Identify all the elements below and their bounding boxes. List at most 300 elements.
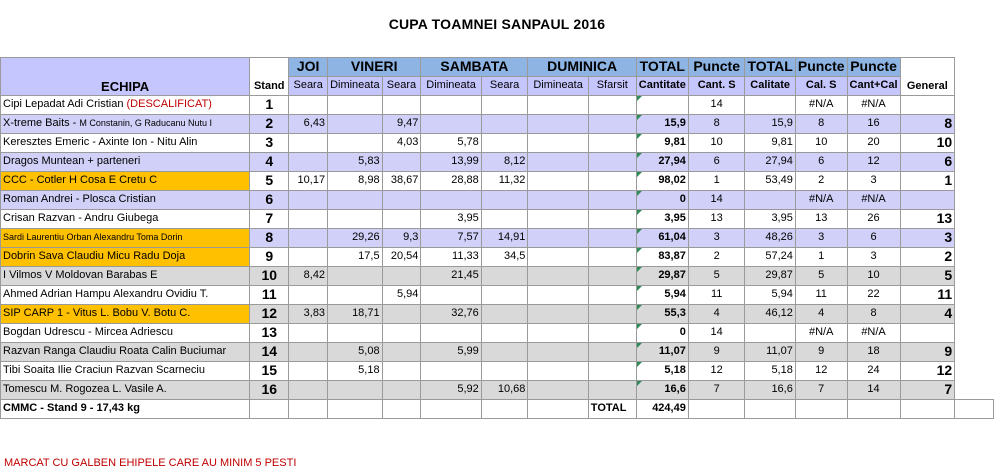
points-cell: 26 [847,209,900,228]
catch-cell [528,133,588,152]
catch-cell [289,380,328,399]
catch-cell [481,133,528,152]
catch-cell: 10,68 [481,380,528,399]
points-cell: 6 [688,152,745,171]
catch-cell: 3,95 [421,209,481,228]
catch-cell [382,380,421,399]
stand-number: 10 [250,266,289,285]
catch-cell: 20,54 [382,247,421,266]
points-cell: 20 [847,133,900,152]
general-rank: 12 [900,361,955,380]
catch-cell [528,190,588,209]
catch-cell [421,323,481,342]
quality-cell: 46,12 [745,304,795,323]
team-name: Bogdan Udrescu - Mircea Adriescu [3,326,173,338]
cmmc-note: CMMC - Stand 9 - 17,43 kg [1,399,250,418]
points-cell: 1 [795,247,847,266]
catch-cell: 14,91 [481,228,528,247]
team-name: Ahmed Adrian Hampu Alexandru Ovidiu T. [3,288,209,300]
points-cell: #N/A [847,95,900,114]
points-cell: 14 [688,323,745,342]
total-quantity-cell: 16,6 [636,380,688,399]
catch-cell [528,171,588,190]
catch-cell [289,209,328,228]
catch-cell [528,114,588,133]
team-name-cell [1,228,250,247]
catch-cell: 28,88 [421,171,481,190]
catch-cell: 34,5 [481,247,528,266]
catch-cell [588,209,636,228]
sub-header: Dimineata [528,76,588,95]
catch-cell [328,323,383,342]
summary-row [1,399,994,418]
general-rank: 2 [900,247,955,266]
catch-cell [382,361,421,380]
quality-cell: 16,6 [745,380,795,399]
catch-cell [588,228,636,247]
catch-cell: 8,12 [481,152,528,171]
catch-cell [382,190,421,209]
points-cell: 14 [688,95,745,114]
catch-cell [289,228,328,247]
stand-number: 11 [250,285,289,304]
total-quantity-cell: 9,81 [636,133,688,152]
points-cell: 8 [847,304,900,323]
general-rank: 7 [900,380,955,399]
sub-header: Cantitate [636,76,688,95]
team-name-cell [1,266,250,285]
team-row [1,190,994,209]
sub-header: Dimineata [421,76,481,95]
grand-total-label: TOTAL [588,399,636,418]
stand-number: 3 [250,133,289,152]
header-row-days [1,57,994,76]
team-name-cell [1,247,250,266]
stand-number: 9 [250,247,289,266]
points-cell: 7 [795,380,847,399]
general-rank: 5 [900,266,955,285]
catch-cell [528,285,588,304]
total-quantity-cell: 0 [636,190,688,209]
points-cell: 12 [688,361,745,380]
general-rank [900,190,955,209]
catch-cell: 9,3 [382,228,421,247]
catch-cell [528,323,588,342]
catch-cell [328,133,383,152]
stand-number: 7 [250,209,289,228]
points-cell: 18 [847,342,900,361]
catch-cell [382,209,421,228]
catch-cell [588,133,636,152]
grand-total-value: 424,49 [636,399,688,418]
catch-cell: 11,32 [481,171,528,190]
day-joi-header: JOI [289,57,328,76]
catch-cell: 29,26 [328,228,383,247]
quality-cell: 11,07 [745,342,795,361]
catch-cell [328,95,383,114]
catch-cell [588,190,636,209]
catch-cell: 5,08 [328,342,383,361]
catch-cell [528,152,588,171]
catch-cell [588,152,636,171]
points-cell: #N/A [795,323,847,342]
catch-cell [382,342,421,361]
team-name: Cipi Lepadat Adi Cristian [3,98,127,110]
total-quantity-cell: 98,02 [636,171,688,190]
total-quantity-cell: 83,87 [636,247,688,266]
catch-cell [588,114,636,133]
points-cell: 1 [688,171,745,190]
catch-cell [528,95,588,114]
quality-cell [745,323,795,342]
catch-cell [481,95,528,114]
points-cell: 5 [795,266,847,285]
puncte-header-1: Puncte [688,57,745,76]
catch-cell [289,133,328,152]
team-name: Razvan Ranga Claudiu Roata Calin Buciumar [3,345,227,357]
quality-cell: 57,24 [745,247,795,266]
catch-cell [481,323,528,342]
points-cell: 4 [795,304,847,323]
catch-cell [588,380,636,399]
total-quantity-cell: 11,07 [636,342,688,361]
day-vineri-header: VINERI [328,57,421,76]
sub-header: Seara [481,76,528,95]
catch-cell [382,95,421,114]
points-cell: 2 [795,171,847,190]
team-name-cell [1,152,250,171]
team-name: Tomescu M. Rogozea L. Vasile A. [3,383,167,395]
quality-cell: 48,26 [745,228,795,247]
team-row [1,95,994,114]
stand-number: 15 [250,361,289,380]
catch-cell [421,95,481,114]
catch-cell: 9,47 [382,114,421,133]
puncte-header-2: Puncte [795,57,847,76]
team-name-cell [1,133,250,152]
catch-cell [588,361,636,380]
team-row [1,228,994,247]
points-cell: 12 [795,361,847,380]
team-row [1,361,994,380]
points-cell: 13 [688,209,745,228]
general-rank [900,323,955,342]
team-name-extra: Sardi Laurentiu Orban Alexandru Toma Dorin [3,232,183,242]
catch-cell [588,285,636,304]
total-header-2: TOTAL [745,57,795,76]
team-name-cell [1,361,250,380]
points-cell: #N/A [847,190,900,209]
team-name: Roman Andrei - Plosca Cristian [3,193,156,205]
catch-cell [289,95,328,114]
general-rank [900,95,955,114]
team-name-cell [1,209,250,228]
catch-cell: 5,94 [382,285,421,304]
quality-cell: 27,94 [745,152,795,171]
team-name: I Vilmos V Moldovan Barabas E [3,269,158,281]
team-name-cell [1,285,250,304]
catch-cell: 21,45 [421,266,481,285]
general-rank: 9 [900,342,955,361]
general-rank: 10 [900,133,955,152]
team-row [1,171,994,190]
catch-cell [289,342,328,361]
catch-cell [528,266,588,285]
catch-cell [421,285,481,304]
team-name: X-treme Baits - [3,117,80,129]
catch-cell [382,304,421,323]
catch-cell: 7,57 [421,228,481,247]
stand-number: 6 [250,190,289,209]
catch-cell: 8,42 [289,266,328,285]
day-duminica-header: DUMINICA [528,57,636,76]
catch-cell [382,266,421,285]
points-cell: 3 [795,228,847,247]
catch-cell [588,323,636,342]
stand-number: 12 [250,304,289,323]
quality-cell: 5,18 [745,361,795,380]
sub-header: Seara [289,76,328,95]
total-quantity-cell: 29,87 [636,266,688,285]
team-row [1,304,994,323]
sub-header: Cant. S [688,76,745,95]
total-header: TOTAL [636,57,688,76]
catch-cell [289,247,328,266]
general-rank: 11 [900,285,955,304]
catch-cell [289,190,328,209]
catch-cell [528,247,588,266]
points-cell: #N/A [795,95,847,114]
points-cell: 9 [688,342,745,361]
quality-cell: 29,87 [745,266,795,285]
catch-cell [289,152,328,171]
catch-cell [328,285,383,304]
catch-cell: 13,99 [421,152,481,171]
catch-cell [528,342,588,361]
catch-cell [289,361,328,380]
general-rank: 4 [900,304,955,323]
catch-cell [328,114,383,133]
sub-header: Cant+Cal [847,76,900,95]
team-name: Keresztes Emeric - Axinte Ion - Nitu Alin [3,136,198,148]
stand-number: 8 [250,228,289,247]
quality-cell: 3,95 [745,209,795,228]
points-cell: 8 [795,114,847,133]
results-table [0,38,994,419]
team-name-cell [1,190,250,209]
total-quantity-cell: 5,94 [636,285,688,304]
catch-cell [528,228,588,247]
catch-cell [481,285,528,304]
col-general-header: General [900,57,955,95]
catch-cell: 11,33 [421,247,481,266]
catch-cell [289,323,328,342]
points-cell: 5 [688,266,745,285]
general-rank: 1 [900,171,955,190]
stand-number: 13 [250,323,289,342]
points-cell: 16 [847,114,900,133]
points-cell: 11 [688,285,745,304]
stand-number: 1 [250,95,289,114]
quality-cell [745,95,795,114]
stand-number: 2 [250,114,289,133]
quality-cell: 53,49 [745,171,795,190]
total-quantity-cell: 55,3 [636,304,688,323]
catch-cell [528,380,588,399]
quality-cell: 5,94 [745,285,795,304]
catch-cell [328,209,383,228]
stand-number: 14 [250,342,289,361]
catch-cell [481,266,528,285]
points-cell: 10 [795,133,847,152]
points-cell: 13 [795,209,847,228]
catch-cell [588,304,636,323]
catch-cell [289,285,328,304]
catch-cell [588,266,636,285]
catch-cell [481,190,528,209]
points-cell: 3 [847,171,900,190]
points-cell: #N/A [795,190,847,209]
catch-cell [588,247,636,266]
day-sambata-header: SAMBATA [421,57,528,76]
catch-cell [328,190,383,209]
catch-cell [481,209,528,228]
catch-cell: 5,18 [328,361,383,380]
stand-number: 4 [250,152,289,171]
points-cell: 9 [795,342,847,361]
points-cell: 10 [688,133,745,152]
points-cell: 22 [847,285,900,304]
team-row [1,323,994,342]
team-row [1,342,994,361]
sub-header: Calitate [745,76,795,95]
sub-header: Sfarsit [588,76,636,95]
catch-cell: 3,83 [289,304,328,323]
header-row-spacer [1,38,994,57]
team-name-cell [1,323,250,342]
team-name-extra: M Constanin, G Raducanu Nutu I [79,118,212,128]
team-row [1,114,994,133]
catch-cell: 5,99 [421,342,481,361]
sub-header: Cal. S [795,76,847,95]
sub-header: Dimineata [328,76,383,95]
footer-note: MARCAT CU GALBEN EHIPELE CARE AU MINIM 5 PESTI [4,457,297,469]
general-rank: 3 [900,228,955,247]
team-name-cell [1,342,250,361]
catch-cell [481,361,528,380]
points-cell: 3 [688,228,745,247]
points-cell: 3 [847,247,900,266]
team-name: CCC - Cotler H Cosa E Cretu C [3,174,158,186]
puncte-header-3: Puncte [847,57,900,76]
team-name: SIP CARP 1 - Vitus L. Bobu V. Botu C. [3,307,191,319]
points-cell: 14 [847,380,900,399]
catch-cell: 10,17 [289,171,328,190]
points-cell: 11 [795,285,847,304]
catch-cell: 5,83 [328,152,383,171]
team-name-cell [1,380,250,399]
points-cell: 6 [847,228,900,247]
total-quantity-cell: 5,18 [636,361,688,380]
quality-cell: 9,81 [745,133,795,152]
catch-cell [481,114,528,133]
quality-cell: 15,9 [745,114,795,133]
team-name-extra: (DESCALIFICAT) [126,98,212,110]
catch-cell [528,209,588,228]
catch-cell [328,266,383,285]
catch-cell [382,323,421,342]
stand-number: 5 [250,171,289,190]
catch-cell [421,114,481,133]
team-row [1,209,994,228]
total-quantity-cell: 0 [636,323,688,342]
catch-cell [481,304,528,323]
catch-cell: 8,98 [328,171,383,190]
catch-cell [328,380,383,399]
points-cell: 4 [688,304,745,323]
points-cell: 6 [795,152,847,171]
team-name: Tibi Soaita Ilie Craciun Razvan Scarneciu [3,364,205,376]
quality-cell [745,190,795,209]
points-cell: 10 [847,266,900,285]
catch-cell: 4,03 [382,133,421,152]
catch-cell [528,304,588,323]
points-cell: 7 [688,380,745,399]
catch-cell: 6,43 [289,114,328,133]
catch-cell [421,190,481,209]
catch-cell: 32,76 [421,304,481,323]
catch-cell: 38,67 [382,171,421,190]
team-name-cell [1,304,250,323]
total-quantity-cell: 61,04 [636,228,688,247]
catch-cell [588,342,636,361]
team-row [1,133,994,152]
team-name-cell [1,95,250,114]
team-row [1,266,994,285]
catch-cell: 18,71 [328,304,383,323]
total-quantity-cell: 3,95 [636,209,688,228]
team-name: Dobrin Sava Claudiu Micu Radu Doja [3,250,186,262]
catch-cell [382,152,421,171]
points-cell: 12 [847,152,900,171]
catch-cell [528,361,588,380]
points-cell: #N/A [847,323,900,342]
catch-cell [421,361,481,380]
team-name-cell [1,171,250,190]
team-row [1,285,994,304]
team-row [1,380,994,399]
col-stand-header: Stand [250,57,289,95]
general-rank: 13 [900,209,955,228]
col-echipa-header: ECHIPA [1,57,250,95]
catch-cell [588,95,636,114]
general-rank: 8 [900,114,955,133]
points-cell: 2 [688,247,745,266]
total-quantity-cell: 15,9 [636,114,688,133]
team-name: Crisan Razvan - Andru Giubega [3,212,159,224]
team-name: Dragos Muntean + parteneri [3,155,141,167]
catch-cell: 5,78 [421,133,481,152]
team-name-cell [1,114,250,133]
general-rank: 6 [900,152,955,171]
sub-header: Seara [382,76,421,95]
catch-cell: 5,92 [421,380,481,399]
sheet-title: CUPA TOAMNEI SANPAUL 2016 [388,16,606,32]
points-cell: 24 [847,361,900,380]
catch-cell [481,342,528,361]
points-cell: 14 [688,190,745,209]
points-cell: 8 [688,114,745,133]
